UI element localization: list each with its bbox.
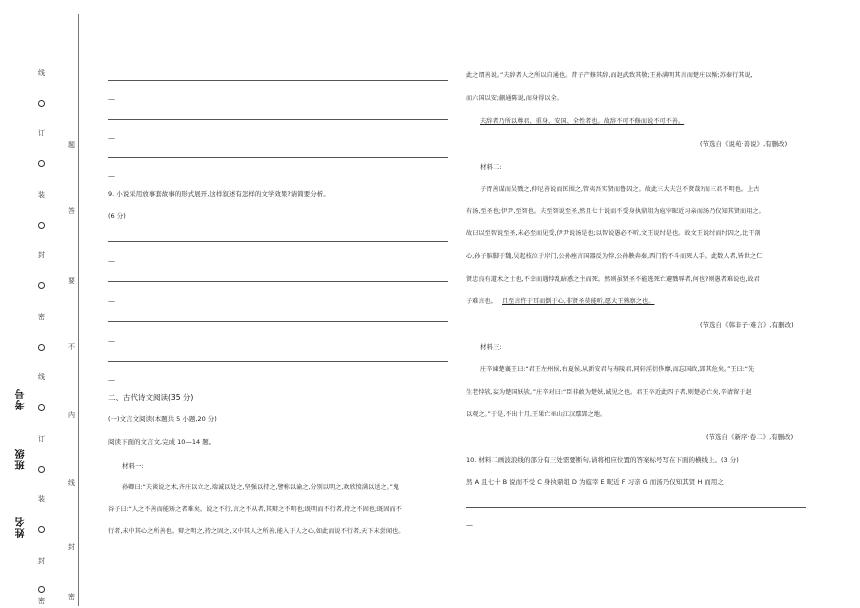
- passage-line: 孙卿曰:“夫谈说之术,齐庄以立之,端诚以处之,坚强以持之,譬称以谕之,分别以明之,欢欣愤满以送之。”鬼: [122, 484, 400, 491]
- margin-char: 题: [68, 141, 75, 149]
- circle-mark: [38, 466, 45, 473]
- passage-line: 庄辛谏楚襄王曰:“君王左州侯,右夏侯,从新安君与寿陵君,同轩淫衍侈靡,而忘国政,郢其危矣。”王曰:“先: [480, 366, 755, 373]
- margin-char: 密: [38, 313, 45, 321]
- answer-dash: —: [108, 337, 115, 345]
- subsection-1-heading: (一)文言文阅读(本题共 5 小题,20 分): [108, 415, 217, 423]
- margin-char: 封: [68, 543, 75, 551]
- passage-line: 行者,未中其心之所善也。辩之明之,持之固之,又中其人之所善,能入于人之心,如此而说不行者,天下未尝闻也。: [108, 528, 405, 535]
- margin-char: 答: [68, 207, 75, 215]
- passage-line: 而六国以安;蒯通陈说,而身得以全。: [466, 95, 563, 102]
- margin-char: 订: [38, 129, 45, 137]
- margin-char: 装: [38, 191, 45, 199]
- exam-no-label: 考号: [16, 388, 27, 410]
- material-2-label: 材料二:: [480, 163, 502, 171]
- passage-line-underlined: 且至言忤于耳而倒于心,非贤圣莫能听,愿大王熟察之也。: [502, 298, 655, 305]
- source-citation: (节选自《韩非子·难言》,有删改): [700, 321, 794, 329]
- passage-line-wavy: 有汤,至圣也;伊尹,至智也。夫至智说至圣,然且七十说而不受身执鼎俎为庖宰昵近习亲而汤乃仅知其贤而用之。: [466, 208, 765, 215]
- margin-char: 封: [38, 251, 45, 259]
- material-3-label: 材料三:: [480, 343, 502, 351]
- margin-char: 装: [38, 495, 45, 503]
- passage-line: 此之谓善说。”夫辞者人之所以自通也。昔子产修其辞,而赵武致其敬;王孙满明其言而楚庄以惭;苏秦行其说,: [466, 72, 753, 79]
- instruction-text: 阅读下面的文言文,完成 10—14 题。: [108, 438, 216, 446]
- answer-line: [108, 157, 448, 158]
- answer-dash: —: [466, 521, 473, 529]
- margin-char: 线: [38, 373, 45, 381]
- passage-line: 故曰以至智说至圣,未必至而见受,伊尹说汤是也;以智说愚必不听,文王说纣是也。故文王说纣而纣囚之,比干剖: [466, 230, 761, 237]
- passage-line: 谷子曰:“人之不善而能矫之者难矣。说之不行,言之不从者,其辩之不明也;既明而不行者,持之不固也;既固而不: [108, 506, 402, 513]
- circle-mark: [38, 526, 45, 533]
- answer-line: [108, 321, 448, 322]
- circle-mark: [38, 586, 45, 593]
- margin-char: 内: [68, 411, 75, 419]
- passage-line: 心,孙子膑脚于魏,吴起枝泣于岸门,公孙痤言国器反为悖,公孙鞅奔秦,西门豹不斗而死人手。此数人者,皆世之仁: [466, 253, 763, 260]
- circle-mark: [38, 404, 45, 411]
- answer-dash: —: [108, 297, 115, 305]
- answer-line: [108, 241, 448, 242]
- section-2-heading: 二、古代诗文阅读(35 分): [108, 393, 194, 402]
- answer-dash: —: [108, 95, 115, 103]
- question-9: 9. 小说采用放事套故事的形式展开,这样叙述有怎样的文学效果?请简要分析。: [108, 190, 330, 198]
- passage-line: 贤忠良有道术之士也,不幸而遇悖乱暗惑之主而死。然则虽贤圣不能逃死亡避戮辱者,何也?则愚者难说也,故君: [466, 276, 760, 283]
- material-1-label: 材料一:: [122, 462, 144, 470]
- margin-char: 封: [38, 557, 45, 565]
- passage-line: 生老悖欤,妄为楚国妖欤。”庄辛对曰:“臣非敢为楚妖,诚见之也。君王卒近此四子者,则楚必亡矣,辛请留于赵: [466, 389, 752, 396]
- name-label: 姓名: [16, 516, 27, 538]
- circle-mark: [38, 100, 45, 107]
- question-10: 10. 材料二画波浪线的部分有三处需要断句,请将相应位置的答案标号写在下面的横线上。(3 分): [466, 456, 739, 464]
- binding-separator: [78, 14, 79, 606]
- source-citation: (节选自《说苑·善说》,有删改): [700, 140, 788, 148]
- source-citation: (节选自《新序·卷二》,有删改): [706, 433, 794, 441]
- circle-mark: [38, 160, 45, 167]
- answer-line: [108, 281, 448, 282]
- answer-dash: —: [108, 172, 115, 180]
- margin-char: 密: [68, 593, 75, 601]
- margin-char: 不: [68, 343, 75, 351]
- class-label: 班级: [16, 448, 27, 470]
- passage-line-underlined: 夫辞者乃所以尊君、重身、安国、全性者也。故辞不可不修而说不可不善。: [480, 118, 685, 125]
- margin-char: 线: [38, 69, 45, 77]
- margin-char: 订: [38, 435, 45, 443]
- margin-char: 要: [68, 277, 75, 285]
- answer-line: [108, 361, 448, 362]
- answer-line: [466, 507, 806, 508]
- answer-dash: —: [108, 257, 115, 265]
- passage-line: 子难言也。: [466, 298, 497, 305]
- answer-dash: —: [108, 134, 115, 142]
- answer-line: [108, 119, 448, 120]
- passage-line: 子胥善谋而吴戮之,仲尼善说而匡围之,管夷吾实贤而鲁囚之。故此三大夫岂不贤哉?而三君不明也。上古: [480, 186, 760, 193]
- answer-line: [108, 80, 448, 81]
- passage-line: 以观之。”于是,不出十月,王果亡巫山江汉鄢郢之地。: [466, 411, 607, 418]
- margin-char: 密: [38, 597, 45, 605]
- circle-mark: [38, 344, 45, 351]
- question-10-options: 然 A 且七十 B 说而不受 C 身执鼎俎 D 为庖宰 E 昵近 F 习亲 G 而汤乃仅知其贤 H 而用之: [466, 478, 724, 486]
- circle-mark: [38, 282, 45, 289]
- circle-mark: [38, 222, 45, 229]
- margin-char: 线: [68, 479, 75, 487]
- question-9-score: (6 分): [108, 212, 126, 220]
- answer-dash: —: [108, 376, 115, 384]
